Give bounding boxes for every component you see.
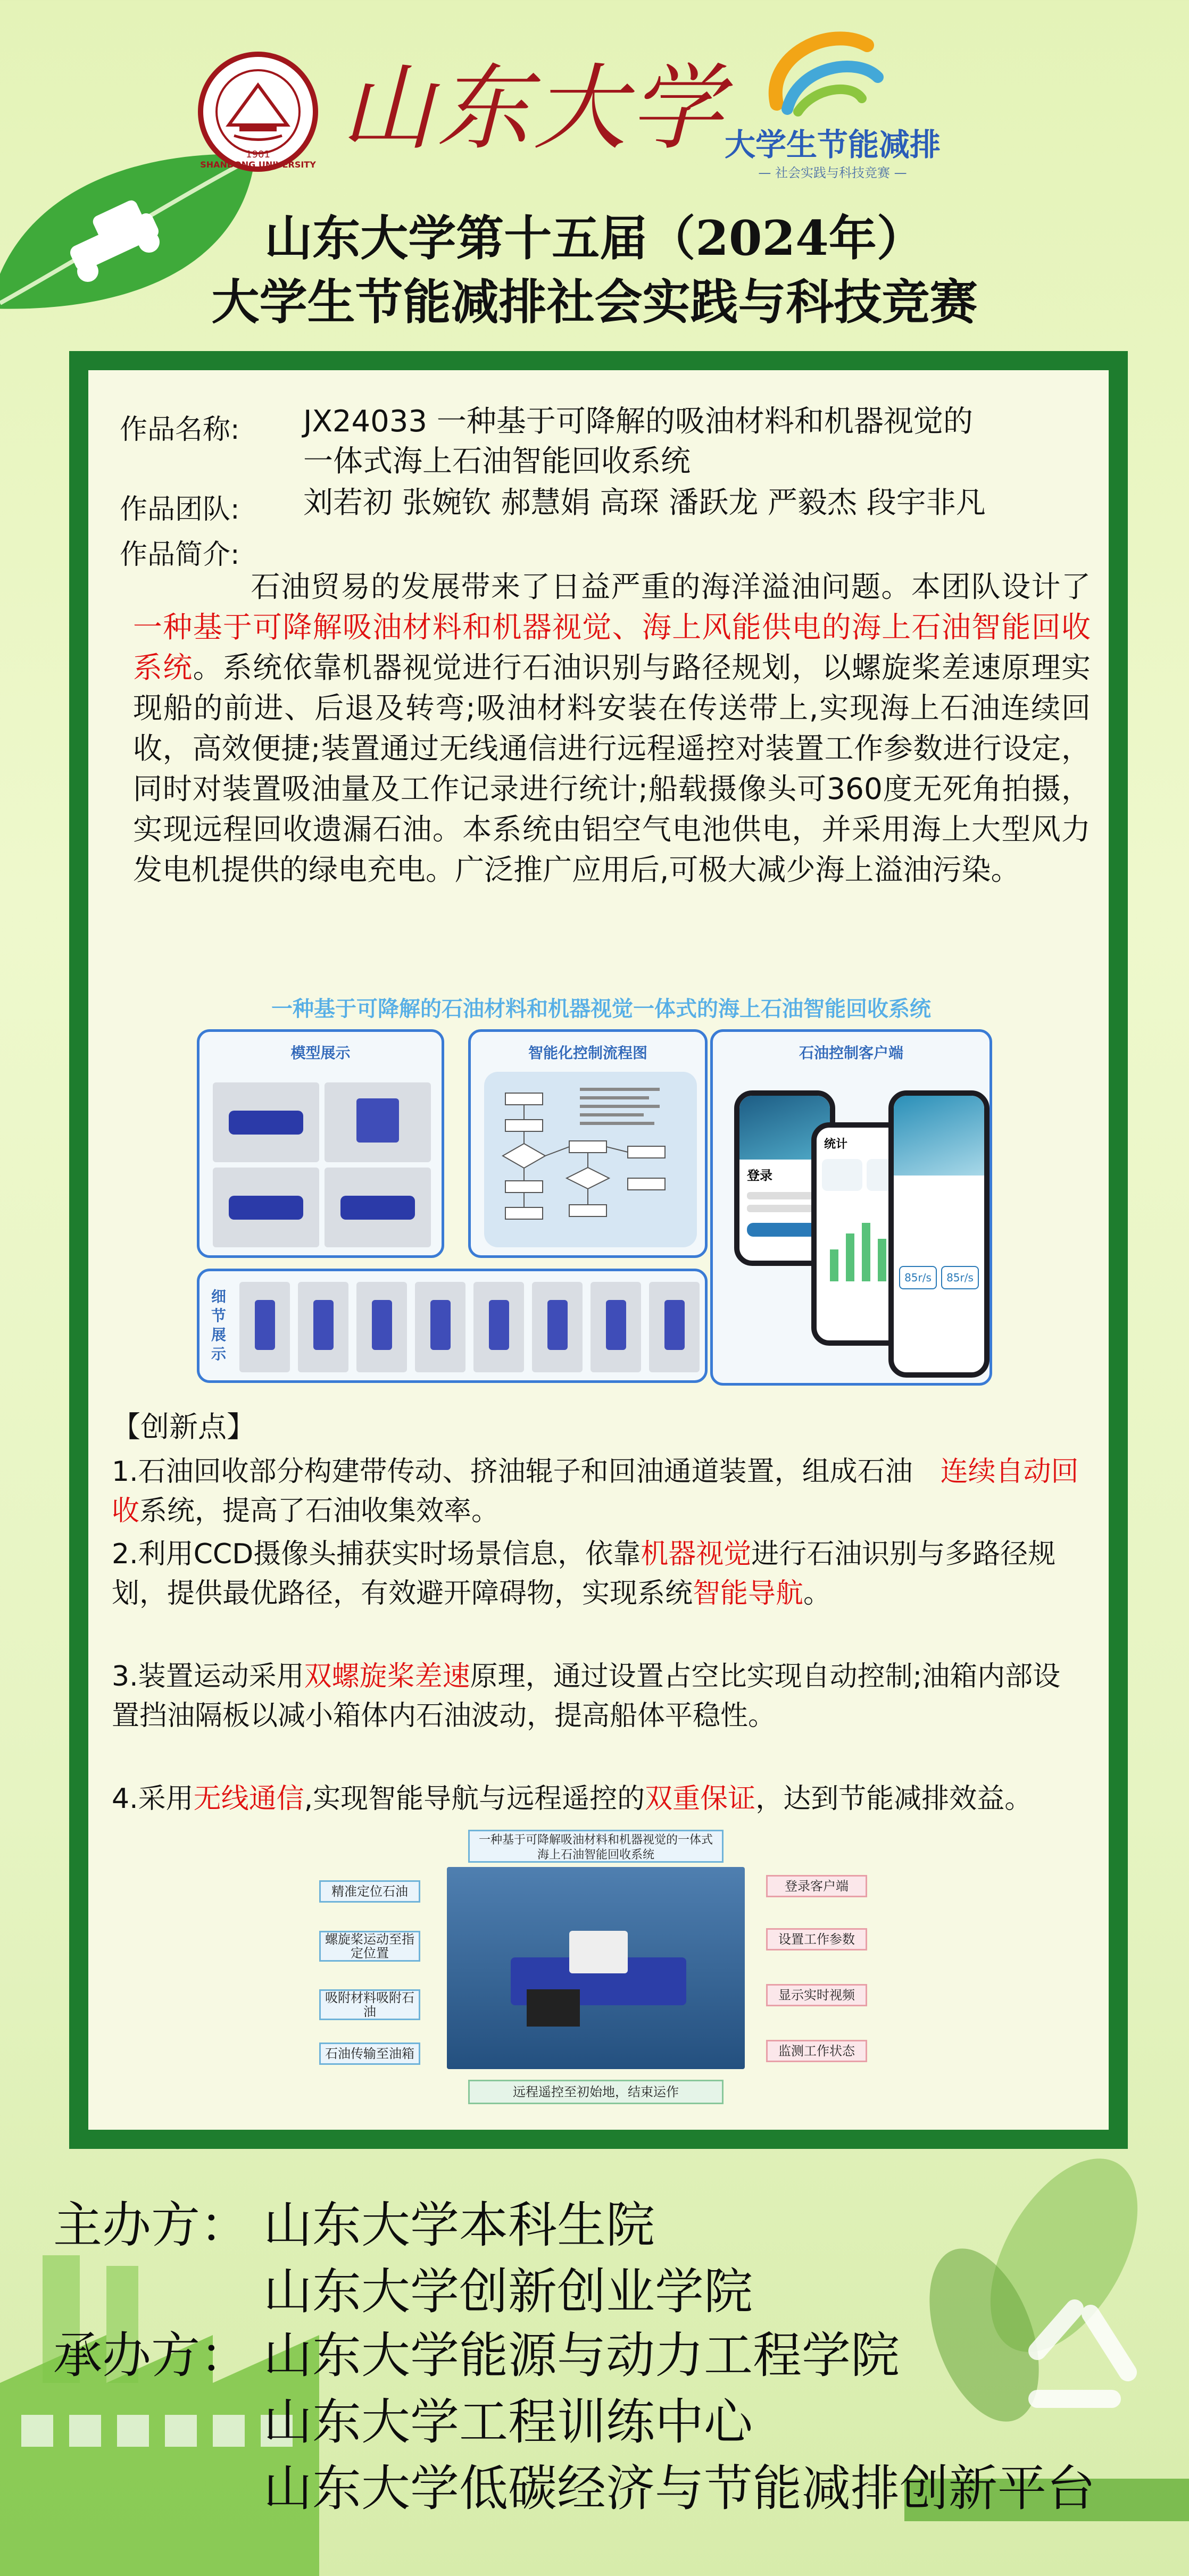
diagram-left-step-1: 精准定位石油 — [319, 1880, 420, 1903]
team-label: 作品团队: — [120, 494, 240, 526]
innovation-point-3 — [112, 1657, 1085, 1736]
host-2: 山东大学创新创业学院 — [263, 2263, 753, 2320]
host-1: 山东大学本科生院 — [263, 2197, 655, 2254]
page-title-line2: 大学生节能减排社会实践与科技竞赛 — [211, 274, 978, 330]
innov4-highlight-2: 双重保证 — [645, 1783, 756, 1815]
model-photo — [325, 1082, 431, 1162]
model-showcase-box — [197, 1029, 444, 1258]
diagram-left-step-2: 螺旋桨运动至指定位置 — [319, 1931, 420, 1962]
diagram-center-title: 一种基于可降解吸油材料和机器视觉的一体式海上石油智能回收系统 — [468, 1830, 724, 1863]
team-members: 刘若初 张婉钦 郝慧娟 高琛 潘跃龙 严毅杰 段宇非凡 — [303, 486, 986, 520]
diagram-left-step-3: 吸附材料吸附石油 — [319, 1989, 420, 2020]
project-name-label: 作品名称: — [120, 414, 240, 446]
oil-control-client-box — [710, 1029, 992, 1386]
detail-photo — [591, 1282, 641, 1372]
undertaker-2: 山东大学工程训练中心 — [263, 2394, 753, 2450]
detail-photo — [415, 1282, 465, 1372]
diagram-right-step-2: 设置工作参数 — [766, 1928, 867, 1950]
model-photo — [213, 1082, 319, 1162]
intro-label: 作品简介: — [120, 539, 240, 571]
innov2-text-c: 。 — [803, 1578, 832, 1610]
app-screen-monitor — [888, 1090, 990, 1378]
innov1-text-b: 系统，提高了石油收集效率。 — [139, 1495, 500, 1527]
innov4-text-b: ,实现智能导航与远程遥控的 — [304, 1783, 645, 1815]
intro-text-highlight: 一种基于可降解吸油材料和机器视觉、海上风能供电的海上石油智能回收系统 — [133, 610, 1091, 685]
page-title-line1: 山东大学第十五届（2024年） — [264, 210, 925, 266]
model-photo — [213, 1168, 319, 1247]
innovation-point-1 — [112, 1452, 1085, 1531]
detail-photo — [473, 1282, 524, 1372]
diagram-right-step-3: 显示实时视频 — [766, 1984, 867, 2006]
innov3-text-a: 3.装置运动采用 — [112, 1661, 304, 1693]
innov2-highlight-1: 机器视觉 — [641, 1538, 752, 1570]
innov1-text-a: 1.石油回收部分构建带传动、挤油辊子和回油通道装置，组成石油 — [112, 1456, 941, 1488]
detail-showcase-box — [197, 1269, 708, 1383]
innov2-text-a: 2.利用CCD摄像头捕获实时场景信息，依靠 — [112, 1538, 641, 1570]
flowchart-diagram — [484, 1072, 697, 1247]
innov4-text-a: 4.采用 — [112, 1783, 194, 1815]
innov3-highlight: 双螺旋桨差速 — [304, 1661, 470, 1693]
diagram-bottom-step: 远程遥控至初始地，结束运作 — [468, 2080, 724, 2104]
project-name-line1: JX24033 一种基于可降解的吸油材料和机器视觉的 — [303, 404, 973, 439]
host-label: 主办方： — [53, 2197, 250, 2254]
intro-paragraph — [133, 566, 1091, 890]
detail-photo — [649, 1282, 700, 1372]
app-stats-title: 统计 — [824, 1138, 848, 1151]
control-flowchart-box — [468, 1029, 708, 1258]
innov3-text-b: 原理，通过设置占空比实现自动控制;油箱内部设置挡油隔板以减小箱体内石油波动，提高船体平稳性。 — [112, 1661, 1061, 1732]
model-photo — [325, 1168, 431, 1247]
innovation-point-4 — [112, 1779, 1085, 1819]
seal-text: SHANDONG UNIVERSITY — [200, 160, 316, 170]
innov2-highlight-2: 智能导航 — [693, 1578, 804, 1610]
innovation-heading: 【创新点】 — [112, 1410, 255, 1444]
client-box-title: 石油控制客户端 — [799, 1044, 903, 1062]
innov1-highlight: 连续自动回收 — [112, 1456, 1079, 1527]
undertaker-3: 山东大学低碳经济与节能减排创新平台 — [263, 2460, 1096, 2517]
intro-text-b: 。系统依靠机器视觉进行石油识别与路径规划，以螺旋桨差速原理实现船的前进、后退及转弯;吸油材料安装在传送带上,实现海上石油连续回收，高效便捷;装置通过无线通信进行远程遥控对装置工作参数进行设定，同时对装置吸油量及工作记录进行统计;船载摄像头可360度无死角拍摄，实现远程回收遗漏石油。本系统由铝空气电池供电，并采用海上大型风力发电机提供的绿电充电。广泛推广应用后,可极大减少海上溢油污染。 — [133, 651, 1091, 887]
innov4-highlight-1: 无线通信 — [193, 1783, 304, 1815]
detail-photo — [239, 1282, 290, 1372]
app-login-title: 登录 — [747, 1168, 772, 1183]
innov2-text-b: 进行石油识别与多路径规划，提供最优路径，有效避开障碍物，实现系统 — [112, 1538, 1056, 1610]
competition-logo-title: 大学生节能减排 — [724, 127, 941, 163]
model-box-title: 模型展示 — [290, 1044, 351, 1062]
detail-photo — [298, 1282, 348, 1372]
diagram-left-step-4: 石油传输至油箱 — [319, 2043, 420, 2065]
detail-photo — [356, 1282, 407, 1372]
innovation-point-2 — [112, 1535, 1085, 1613]
seal-year: 1901 — [246, 149, 270, 160]
detail-photo — [532, 1282, 583, 1372]
undertake-label: 承办方： — [53, 2327, 250, 2384]
system-workflow-diagram — [298, 1830, 888, 2112]
undertaker-1: 山东大学能源与动力工程学院 — [263, 2327, 900, 2384]
competition-logo-subtitle: — 社会实践与科技竞赛 — — [758, 165, 907, 180]
app-speed-readout-2: 85r/s — [941, 1266, 979, 1289]
university-name: 山东大学 — [340, 55, 726, 163]
innov4-text-c: ，达到节能减排效益。 — [755, 1783, 1033, 1815]
boat-on-sea-photo — [447, 1867, 745, 2069]
app-speed-readout-1: 85r/s — [899, 1266, 937, 1289]
detail-label: 细节展示 — [211, 1288, 227, 1363]
diagram-right-step-1: 登录客户端 — [766, 1875, 867, 1897]
project-name-line2: 一体式海上石油智能回收系统 — [303, 444, 691, 479]
diagram-right-step-4: 监测工作状态 — [766, 2040, 867, 2062]
flow-box-title: 智能化控制流程图 — [528, 1044, 647, 1062]
intro-text-a: 石油贸易的发展带来了日益严重的海洋溢油问题。本团队设计了 — [250, 570, 1091, 604]
figure1-title: 一种基于可降解的石油材料和机器视觉一体式的海上石油智能回收系统 — [271, 997, 931, 1021]
